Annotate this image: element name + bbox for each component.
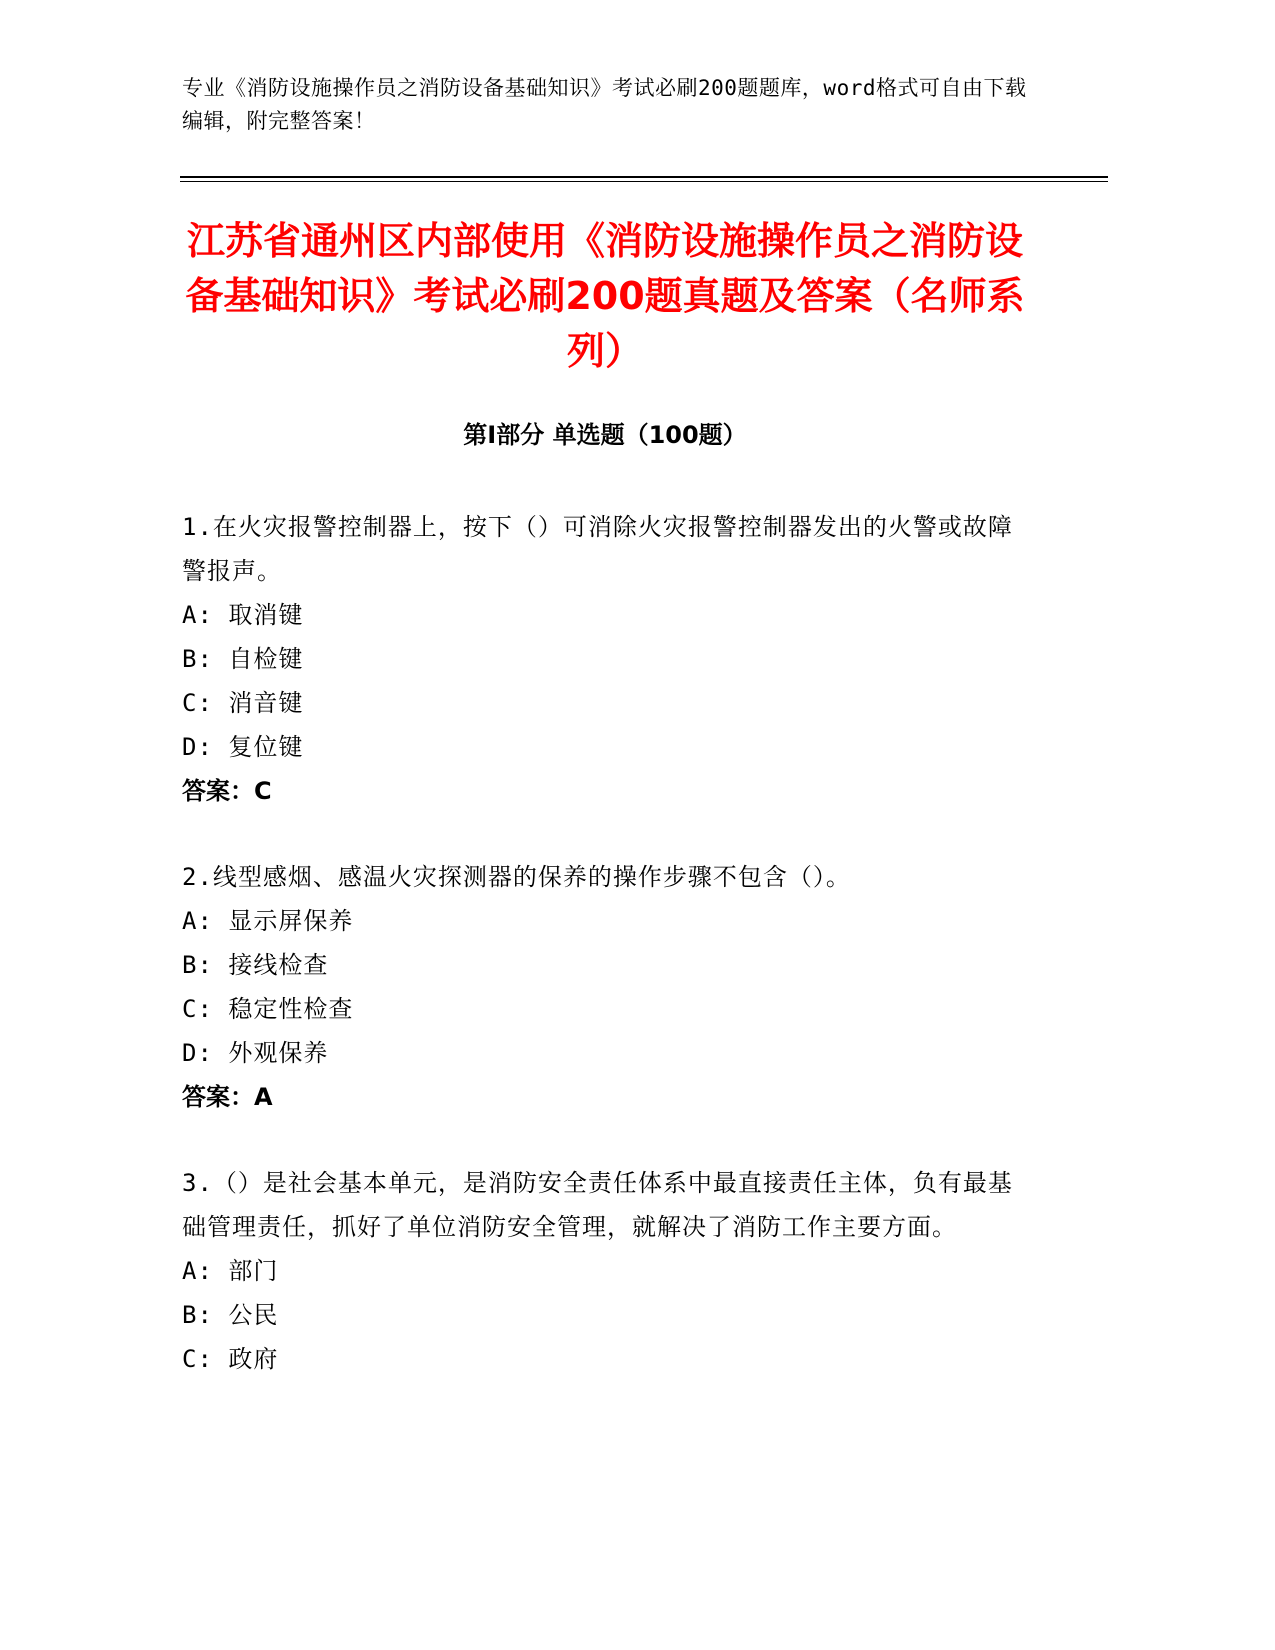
- option-c: C: 政府: [182, 1345, 279, 1373]
- option-b: B: 公民: [182, 1301, 279, 1329]
- question-text: 3.（）是社会基本单元，是消防安全责任体系中最直接责任主体，负有最基础管理责任，抓好了单位消防安全管理，就解决了消防工作主要方面。: [182, 1169, 1013, 1241]
- header-rule-thin: [180, 181, 1108, 182]
- question-3: [182, 1161, 1022, 1381]
- option-c: C: 稳定性检查: [182, 995, 354, 1023]
- answer-line: 答案：A: [182, 1083, 273, 1111]
- question-1: [182, 505, 1022, 813]
- option-d: D: 外观保养: [182, 1039, 329, 1067]
- option-b: B: 接线检查: [182, 951, 329, 979]
- section-heading: 第Ⅰ部分 单选题（100题）: [463, 421, 747, 449]
- question-list: [182, 505, 1022, 1423]
- option-b: B: 自检键: [182, 645, 304, 673]
- option-a: A: 部门: [182, 1257, 279, 1285]
- option-a: A: 取消键: [182, 601, 304, 629]
- option-d: D: 复位键: [182, 733, 304, 761]
- header-note: 专业《消防设施操作员之消防设备基础知识》考试必刷200题题库，word格式可自由下载编辑，附完整答案！: [182, 76, 1027, 133]
- document-title: 江苏省通州区内部使用《消防设施操作员之消防设备基础知识》考试必刷200题真题及答案（名师系列）: [185, 219, 1025, 373]
- option-a: A: 显示屏保养: [182, 907, 354, 935]
- header-rule-thick: [180, 176, 1108, 178]
- option-c: C: 消音键: [182, 689, 304, 717]
- question-2: [182, 855, 1022, 1119]
- question-text: 1.在火灾报警控制器上，按下（）可消除火灾报警控制器发出的火警或故障警报声。: [182, 513, 1013, 585]
- question-text: 2.线型感烟、感温火灾探测器的保养的操作步骤不包含（）。: [182, 863, 851, 891]
- answer-line: 答案：C: [182, 777, 272, 805]
